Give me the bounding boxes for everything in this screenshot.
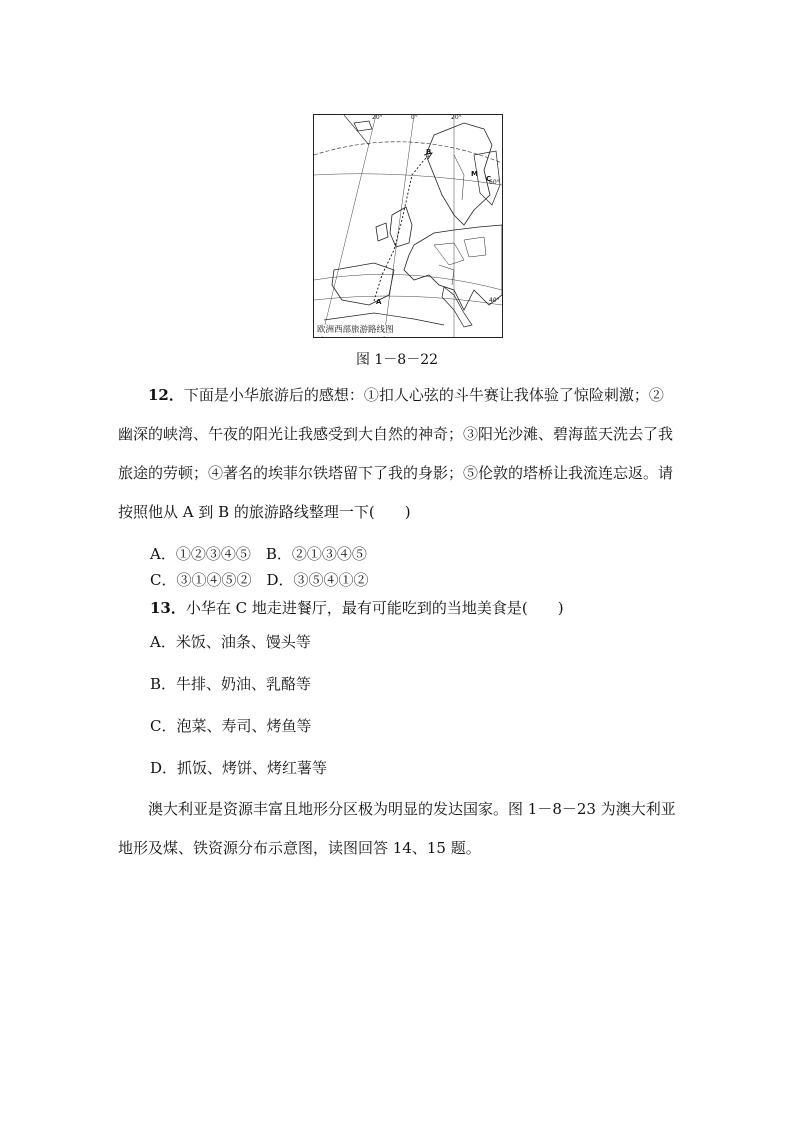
q13-option-d: D．抓饭、烤饼、烤红薯等 (150, 759, 328, 777)
europe-route-map (313, 114, 503, 338)
q13-option-a: A．米饭、油条、馒头等 (150, 633, 311, 651)
lat-label: 60° (489, 179, 500, 186)
q12-option-row: C．③①④⑤② D．③⑤④①② (150, 571, 369, 589)
question-stem: 下面是小华旅游后的感想：①扣人心弦的斗牛赛让我体验了惊险刺激；②幽深的峡湾、午夜的阳光让我感受到大自然的神奇；③阳光沙滩、碧海蓝天洗去了我旅途的劳顿；④著名的埃菲尔铁塔留下了我的身影；⑤伦敦的塔桥让我流连忘返。请按照他从 A 到 B 的旅游路线整理一下( ) (118, 386, 674, 521)
intro-paragraph: 澳大利亚是资源丰富且地形分区极为明显的发达国家。图 1－8－23 为澳大利亚地形及煤、铁资源分布示意图，读图回答 14、15 题。 (118, 800, 676, 857)
lon-label: 20° (372, 114, 383, 121)
map-inner-caption: 欧洲西部旅游路线图 (317, 325, 394, 335)
point-label-a: A (376, 298, 382, 306)
point-label-m: M (471, 170, 478, 178)
question-stem: 小华在 C 地走进餐厅，最有可能吃到的当地美食是( ) (185, 599, 564, 617)
lon-label: 20° (451, 114, 462, 121)
point-label-b: B (426, 148, 432, 156)
point-label-c: C (486, 175, 492, 183)
question-number: 12． (148, 386, 184, 404)
lat-label: 40° (489, 297, 500, 304)
question-number: 13． (150, 599, 186, 617)
figure-caption: 图 1－8－22 (355, 352, 439, 368)
question-12 (118, 376, 678, 532)
question-13 (150, 598, 564, 618)
q13-option-b: B．牛排、奶油、乳酪等 (150, 675, 312, 693)
lon-label: 0° (411, 114, 418, 121)
q12-option-row: A．①②③④⑤ B．②①③④⑤ (150, 545, 367, 563)
q13-option-c: C．泡菜、寿司、烤鱼等 (150, 717, 312, 735)
map-drawing (314, 115, 502, 337)
